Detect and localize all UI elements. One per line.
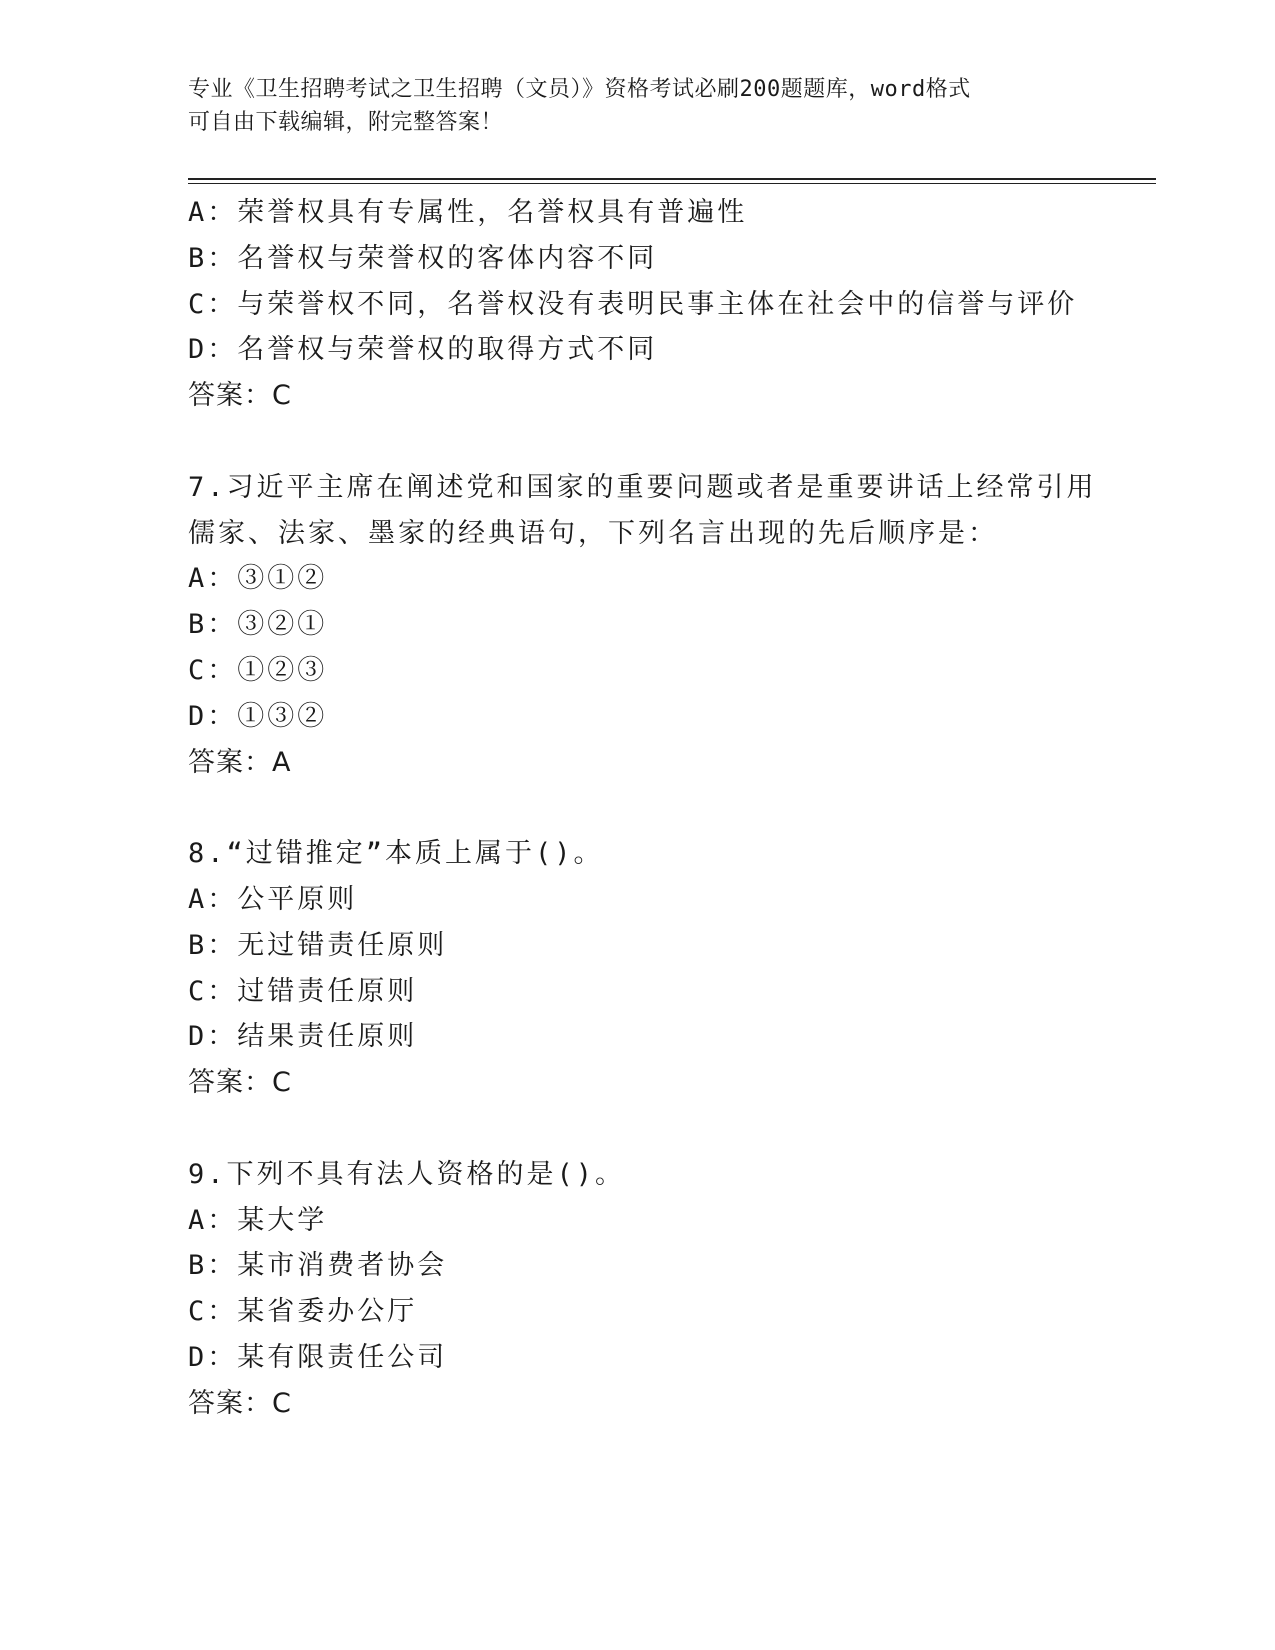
question-6-answer: 答案：C [188, 380, 292, 412]
question-9-option-b: B：某市消费者协会 [188, 1250, 448, 1282]
question-8-option-b: B：无过错责任原则 [188, 929, 448, 961]
question-9-option-c: C：某省委办公厅 [188, 1296, 418, 1328]
question-7-answer: 答案：A [188, 746, 292, 778]
question-8-answer: 答案：C [188, 1067, 292, 1099]
question-9-option-a: A：某大学 [188, 1204, 328, 1236]
question-9-answer: 答案：C [188, 1387, 292, 1419]
spacer [188, 1106, 1088, 1152]
question-7 [188, 465, 1097, 786]
header-divider-thin [188, 183, 1156, 184]
header-title-line-1: 专业《卫生招聘考试之卫生招聘（文员）》资格考试必刷200题题库，word格式 [188, 77, 971, 102]
question-7-option-d: D：①③② [188, 700, 328, 732]
document-header [188, 73, 1088, 139]
question-list [188, 190, 1097, 1427]
question-7-stem-line-2: 儒家、法家、墨家的经典语句，下列名言出现的先后顺序是： [188, 517, 998, 549]
question-7-stem-line-1: 7.习近平主席在阐述党和国家的重要问题或者是重要讲话上经常引用 [188, 471, 1097, 503]
question-8-option-a: A：公平原则 [188, 883, 358, 915]
header-divider [188, 178, 1156, 182]
question-6-option-a: A：荣誉权具有专属性，名誉权具有普遍性 [188, 197, 748, 228]
spacer [188, 785, 1088, 831]
question-9 [188, 1152, 1088, 1427]
question-9-option-d: D：某有限责任公司 [188, 1341, 448, 1373]
question-8-option-c: C：过错责任原则 [188, 975, 418, 1007]
question-6 [188, 190, 1088, 419]
question-8 [188, 831, 1088, 1106]
question-7-option-a: A：③①② [188, 563, 328, 595]
question-6-option-b: B：名誉权与荣誉权的客体内容不同 [188, 242, 658, 274]
question-7-option-c: C：①②③ [188, 654, 328, 686]
question-6-option-c: C：与荣誉权不同，名誉权没有表明民事主体在社会中的信誉与评价 [188, 288, 1078, 320]
question-8-stem: 8.“过错推定”本质上属于()。 [188, 838, 604, 870]
spacer [188, 419, 1088, 465]
question-9-stem: 9.下列不具有法人资格的是()。 [188, 1158, 626, 1190]
question-8-option-d: D：结果责任原则 [188, 1021, 418, 1053]
question-6-option-d: D：名誉权与荣誉权的取得方式不同 [188, 334, 658, 366]
header-title-line-2: 可自由下载编辑，附完整答案！ [188, 110, 504, 135]
question-7-option-b: B：③②① [188, 609, 328, 641]
